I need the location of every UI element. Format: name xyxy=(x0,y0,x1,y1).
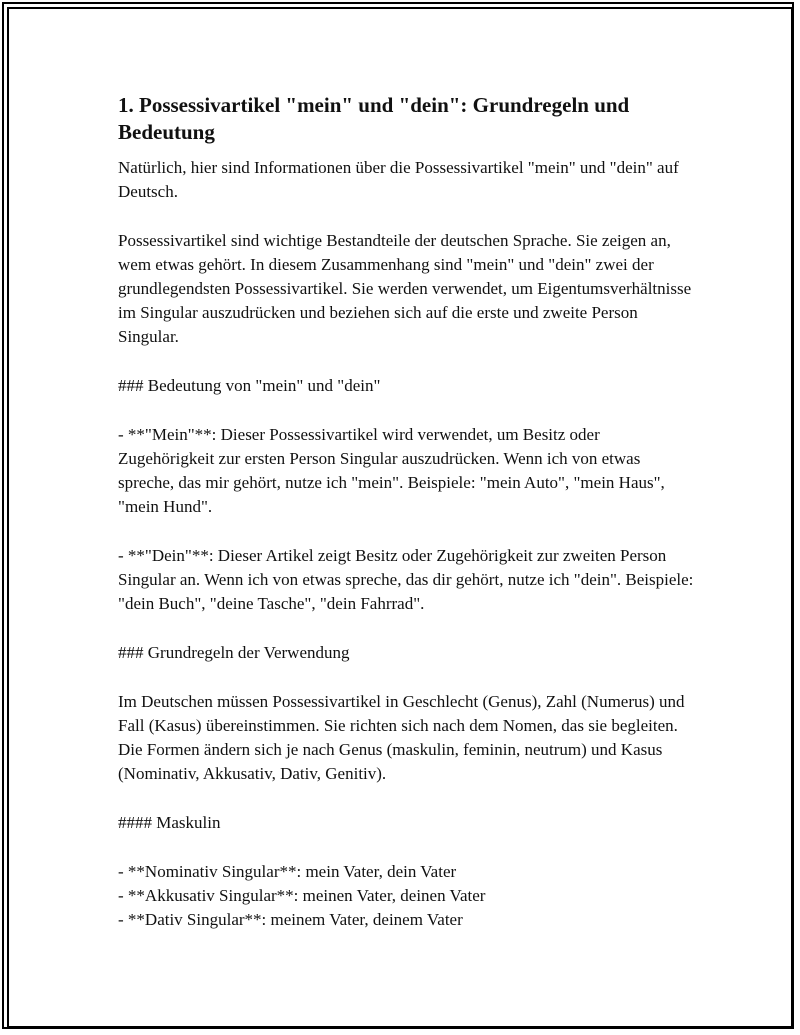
document-body xyxy=(118,92,698,932)
list-item: - **Nominativ Singular**: mein Vater, dein Vater xyxy=(118,862,457,881)
mein-paragraph: - **"Mein"**: Dieser Possessivartikel wird verwendet, um Besitz oder Zugehörigkeit zur ersten Person Singular auszudrücken. Wenn ich von etwas spreche, das mir gehört, nutze ich "mein". Beispiele: "mein Auto", "mein Haus", "mein Hund". xyxy=(118,425,665,516)
dein-paragraph: - **"Dein"**: Dieser Artikel zeigt Besitz oder Zugehörigkeit zur zweiten Person Singular an. Wenn ich von etwas spreche, das dir gehört, nutze ich "dein". Beispiele: "dein Buch", "deine Tasche", "dein Fahrrad". xyxy=(118,546,694,613)
document-title: 1. Possessivartikel "mein" und "dein": Grundregeln und Bedeutung xyxy=(118,93,630,144)
intro-paragraph: Natürlich, hier sind Informationen über die Possessivartikel "mein" und "dein" auf Deutsch. xyxy=(118,158,679,201)
list-item: - **Dativ Singular**: meinem Vater, deinem Vater xyxy=(118,910,463,929)
list-item: - **Akkusativ Singular**: meinen Vater, deinen Vater xyxy=(118,886,486,905)
overview-paragraph: Possessivartikel sind wichtige Bestandteile der deutschen Sprache. Sie zeigen an, wem etwas gehört. In diesem Zusammenhang sind "mein" und "dein" zwei der grundlegendsten Possessivartikel. Sie werden verwendet, um Eigentumsverhältnisse im Singular auszudrücken und beziehen sich auf die erste und zweite Person Singular. xyxy=(118,231,692,346)
subsection-heading-masculine: #### Maskulin xyxy=(118,813,221,832)
section-heading-rules: ### Grundregeln der Verwendung xyxy=(118,643,350,662)
rules-paragraph: Im Deutschen müssen Possessivartikel in Geschlecht (Genus), Zahl (Numerus) und Fall (Kasus) übereinstimmen. Sie richten sich nach dem Nomen, das sie begleiten. Die Formen ändern sich je nach Genus (maskulin, feminin, neutrum) und Kasus (Nominativ, Akkusativ, Dativ, Genitiv). xyxy=(118,692,685,783)
section-heading-meaning: ### Bedeutung von "mein" und "dein" xyxy=(118,376,381,395)
